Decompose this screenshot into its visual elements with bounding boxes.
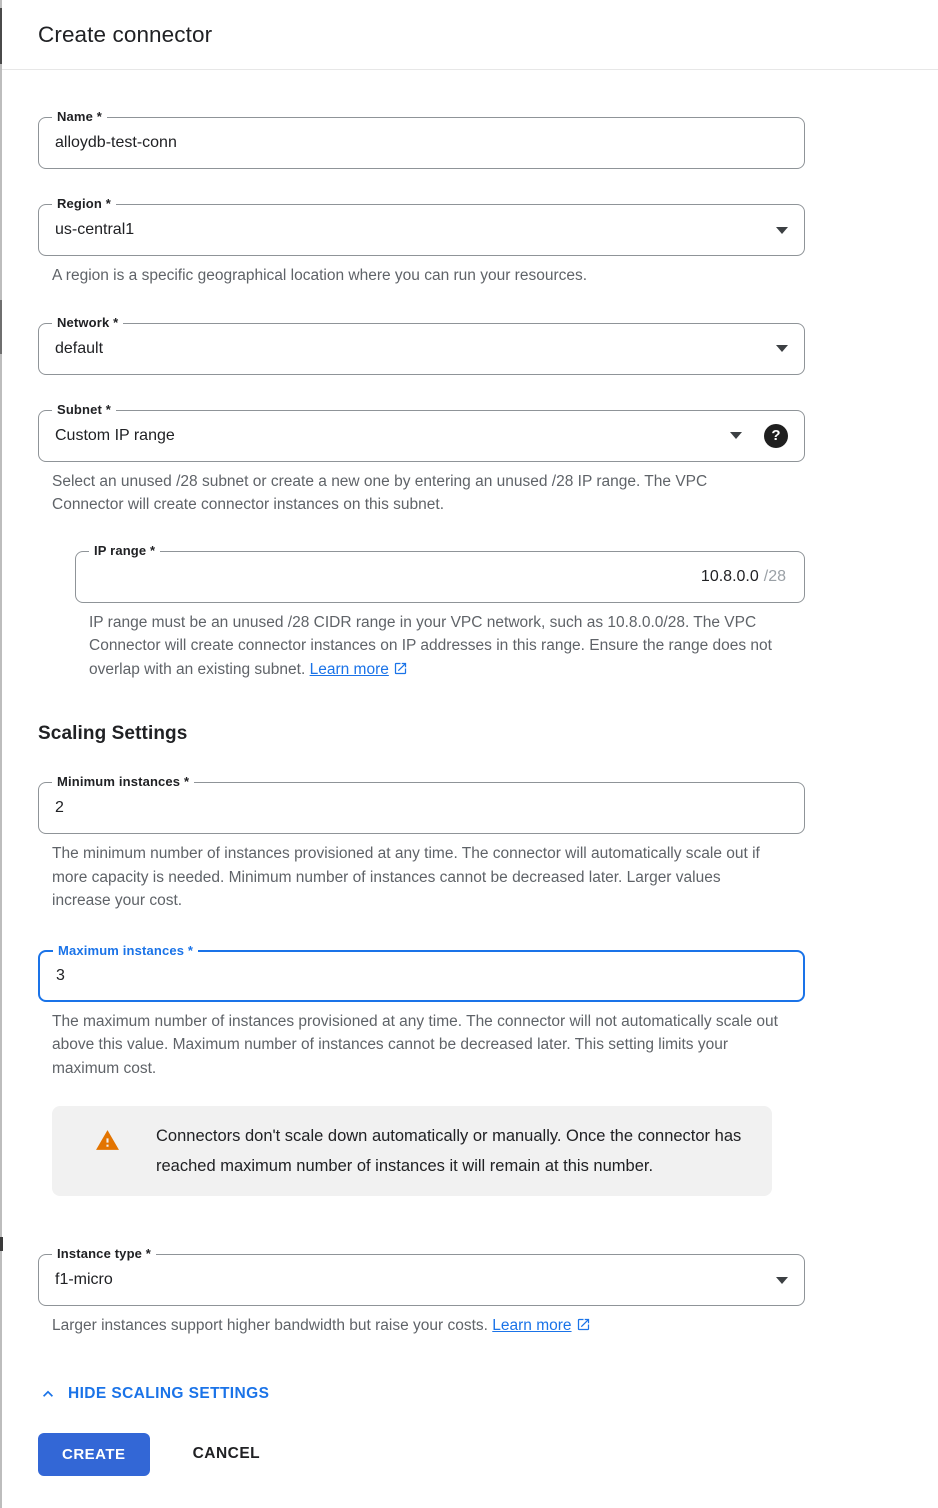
cancel-button[interactable]: CANCEL [187,1444,267,1464]
learn-more-link[interactable]: Learn more [492,1317,590,1334]
instance-type-helper-text: Larger instances support higher bandwidth but raise your costs. Learn more [52,1314,778,1338]
minimum-instances-helper-text: The minimum number of instances provisioned at any time. The connector will automatically scale out if more capacity is needed. Minimum number of instances cannot be decreased later. Larger values increase your cost. [52,845,760,909]
warning-icon [95,1128,120,1153]
chevron-up-icon [38,1384,58,1404]
region-select[interactable] [39,205,804,255]
subnet-field [38,401,805,462]
warning-banner [52,1106,772,1196]
title-divider [0,69,938,70]
region-label: Region * [52,196,116,211]
ip-range-helper-text: IP range must be an unused /28 CIDR range in your VPC network, such as 10.8.0.0/28. The VPC Connector will create connector instances on IP addresses in this range. Ensure the range does not overlap with an existing subnet. Learn more [89,613,772,678]
open-in-new-icon [576,1317,591,1332]
ip-range-field [75,542,805,603]
network-field [38,314,805,375]
action-bar [38,1433,938,1476]
subnet-label: Subnet * [52,402,116,417]
warning-text: Connectors don't scale down automatically or manually. Once the connector has reached maximum number of instances it will remain at this number. [156,1127,742,1175]
hide-scaling-settings-label: HIDE SCALING SETTINGS [68,1384,270,1402]
create-button[interactable]: CREATE [38,1433,150,1476]
panel-edge-artifact [0,1237,3,1251]
minimum-instances-input[interactable] [39,783,804,833]
maximum-instances-input[interactable] [40,952,803,1000]
chevron-down-icon [776,227,788,234]
network-value: default [55,339,104,357]
network-select[interactable] [39,324,804,374]
network-label: Network * [52,315,123,330]
minimum-instances-field [38,774,805,834]
hide-scaling-settings-toggle[interactable] [38,1384,938,1404]
dialog-title: Create connector [38,22,213,47]
ip-range-suffix: /28 [763,567,786,585]
subnet-value: Custom IP range [55,426,175,444]
instance-type-value: f1-micro [55,1271,113,1288]
create-connector-form [0,109,938,1500]
chevron-down-icon [776,1277,788,1284]
region-value: us-central1 [55,221,135,238]
maximum-instances-helper-text: The maximum number of instances provisioned at any time. The connector will not automatically scale out above this value. Maximum number of instances cannot be decreased later. This setting limits your maximum cost. [52,1012,778,1077]
panel-left-edge [0,0,2,1508]
open-in-new-icon [393,661,408,676]
help-icon[interactable]: ? [764,424,788,448]
name-label: Name * [52,109,107,124]
maximum-instances-field [38,942,805,1002]
ip-range-input[interactable] [76,552,804,602]
region-field [38,196,805,256]
instance-type-select[interactable] [39,1255,804,1305]
instance-type-field [38,1246,805,1306]
maximum-instances-label: Maximum instances * [53,943,198,958]
ip-range-label: IP range * [89,543,160,558]
subnet-helper-text: Select an unused /28 subnet or create a new one by entering an unused /28 IP range. The VPC Connector will create connector instances on this subnet. [52,472,708,513]
chevron-down-icon [730,432,742,439]
chevron-down-icon [776,345,788,352]
learn-more-link[interactable]: Learn more [310,661,408,678]
name-input[interactable] [39,118,804,168]
ip-range-value: 10.8.0.0 [700,567,759,585]
instance-type-label: Instance type * [52,1246,156,1261]
subnet-select[interactable] [39,411,804,461]
ip-range-block [75,542,938,682]
scaling-settings-heading: Scaling Settings [38,723,188,744]
panel-edge-artifact [0,8,2,64]
minimum-instances-label: Minimum instances * [52,774,194,789]
region-helper-text: A region is a specific geographical location where you can run your resources. [52,267,588,284]
name-field [38,109,805,169]
panel-edge-artifact [0,300,2,354]
